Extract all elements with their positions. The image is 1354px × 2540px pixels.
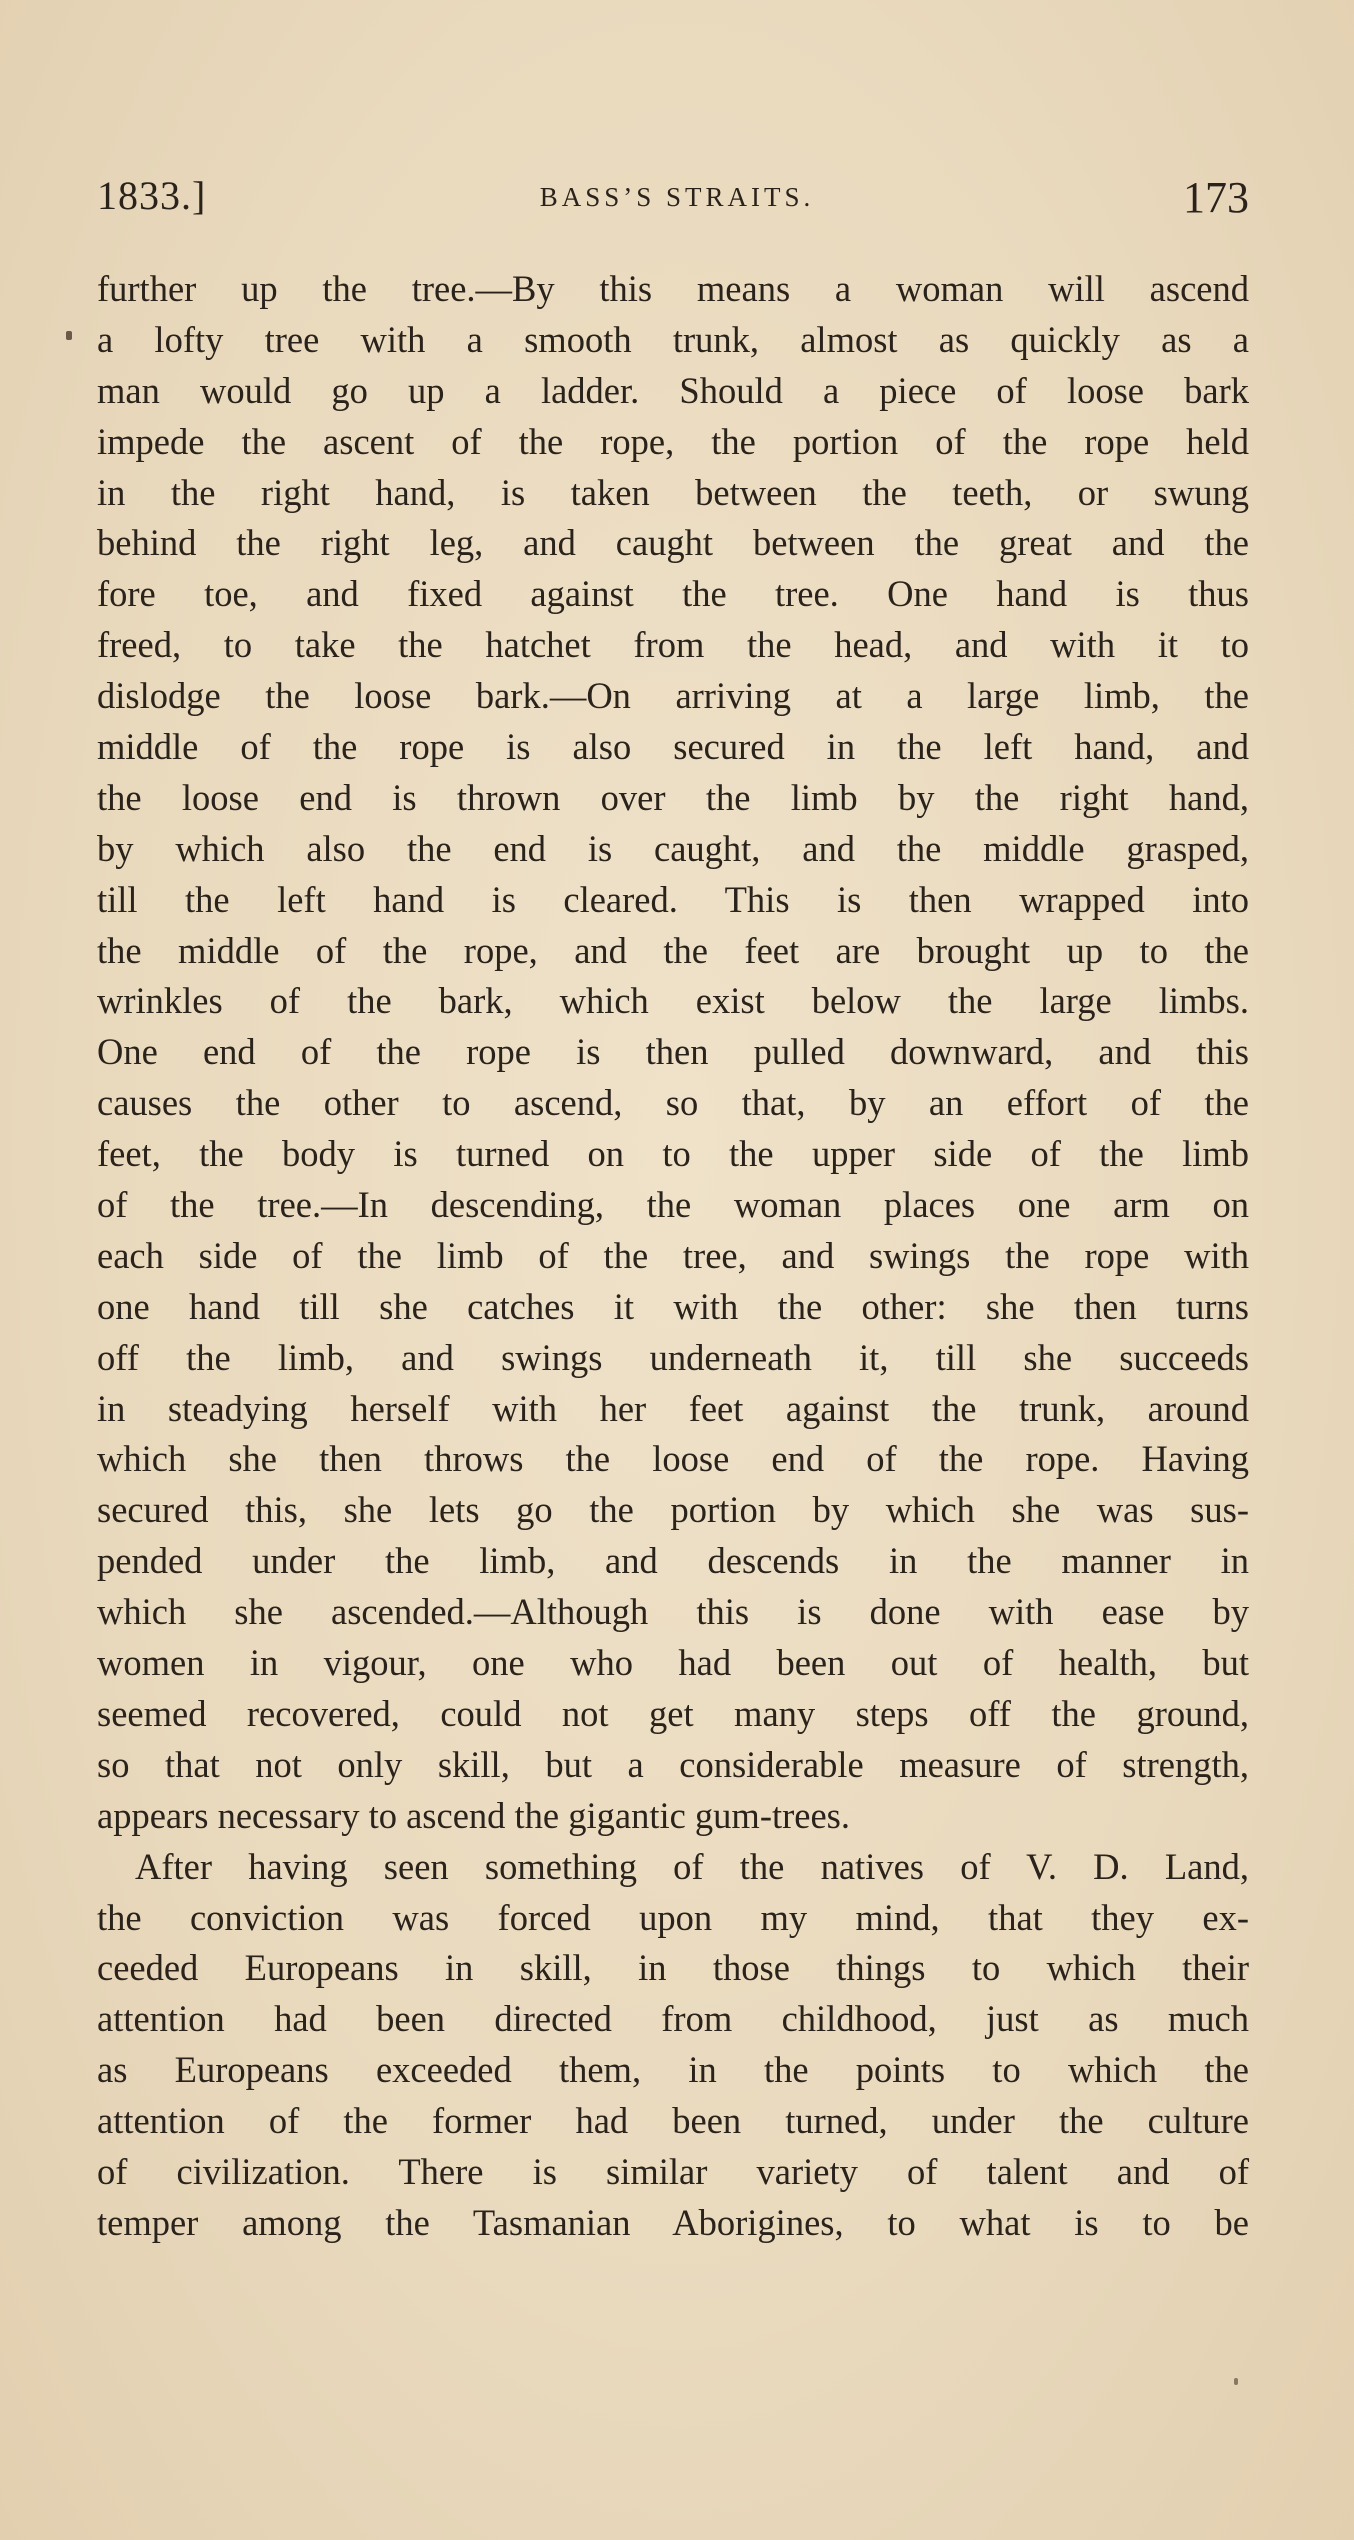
body-text — [97, 264, 1249, 2249]
text-line: till the left hand is cleared. This is then wrapped into — [97, 878, 1249, 920]
text-line: a lofty tree with a smooth trunk, almost as quickly as a — [97, 318, 1249, 360]
header-page-number: 173 — [1183, 173, 1249, 222]
text-line: as Europeans exceeded them, in the points to which the — [97, 2049, 1249, 2091]
running-header — [97, 168, 1257, 228]
text-line: attention had been directed from childhood, just as much — [97, 1998, 1249, 2040]
text-line: attention of the former had been turned, under the culture — [97, 2100, 1249, 2142]
text-line: temper among the Tasmanian Aborigines, to what is to be — [97, 2201, 1249, 2243]
text-line: causes the other to ascend, so that, by an effort of the — [97, 1082, 1249, 1124]
text-line: the middle of the rope, and the feet are brought up to the — [97, 929, 1249, 971]
text-line: of the tree.—In descending, the woman places one arm on — [97, 1184, 1249, 1226]
paragraph-start-line: After having seen something of the natives of V. D. Land, — [135, 1845, 1249, 1887]
text-line: each side of the limb of the tree, and swings the rope with — [97, 1234, 1249, 1276]
text-line: by which also the end is caught, and the middle grasped, — [97, 827, 1249, 869]
text-line: in the right hand, is taken between the teeth, or swung — [97, 471, 1249, 513]
text-line: the loose end is thrown over the limb by the right hand, — [97, 776, 1249, 818]
text-line: women in vigour, one who had been out of health, but — [97, 1642, 1249, 1684]
text-line: seemed recovered, could not get many steps off the ground, — [97, 1692, 1249, 1734]
paper-speck — [1234, 2378, 1238, 2385]
text-line: in steadying herself with her feet against the trunk, around — [97, 1387, 1249, 1429]
text-line: freed, to take the hatchet from the head, and with it to — [97, 624, 1249, 666]
margin-mark — [66, 331, 72, 340]
text-line: the conviction was forced upon my mind, that they ex- — [97, 1896, 1249, 1938]
text-line: pended under the limb, and descends in the manner in — [97, 1540, 1249, 1582]
text-line: secured this, she lets go the portion by which she was sus- — [97, 1489, 1249, 1531]
text-line: of civilization. There is similar variety of talent and of — [97, 2150, 1249, 2192]
text-line: behind the right leg, and caught between the great and the — [97, 522, 1249, 564]
text-line: which she then throws the loose end of the rope. Having — [97, 1438, 1249, 1480]
text-line: wrinkles of the bark, which exist below the large limbs. — [97, 980, 1249, 1022]
text-line: off the limb, and swings underneath it, till she succeeds — [97, 1336, 1249, 1378]
text-line: one hand till she catches it with the other: she then turns — [97, 1285, 1249, 1327]
text-line: impede the ascent of the rope, the portion of the rope held — [97, 420, 1249, 462]
text-line: One end of the rope is then pulled downward, and this — [97, 1031, 1249, 1073]
text-line: which she ascended.—Although this is done with ease by — [97, 1591, 1249, 1633]
text-line: so that not only skill, but a considerable measure of strength, — [97, 1743, 1249, 1785]
text-line: ceeded Europeans in skill, in those things to which their — [97, 1947, 1249, 1989]
text-line: fore toe, and fixed against the tree. One hand is thus — [97, 573, 1249, 615]
text-line: dislodge the loose bark.—On arriving at a large limb, the — [97, 675, 1249, 717]
text-line: man would go up a ladder. Should a piece of loose bark — [97, 369, 1249, 411]
header-running-title: BASS’S STRAITS. — [539, 182, 815, 212]
text-line: further up the tree.—By this means a woman will ascend — [97, 268, 1249, 309]
text-line: middle of the rope is also secured in the left hand, and — [97, 726, 1249, 768]
text-line: feet, the body is turned on to the upper side of the limb — [97, 1133, 1249, 1175]
paragraph-end-line: appears necessary to ascend the gigantic gum-trees. — [97, 1794, 851, 1836]
header-year: 1833.] — [97, 173, 207, 218]
